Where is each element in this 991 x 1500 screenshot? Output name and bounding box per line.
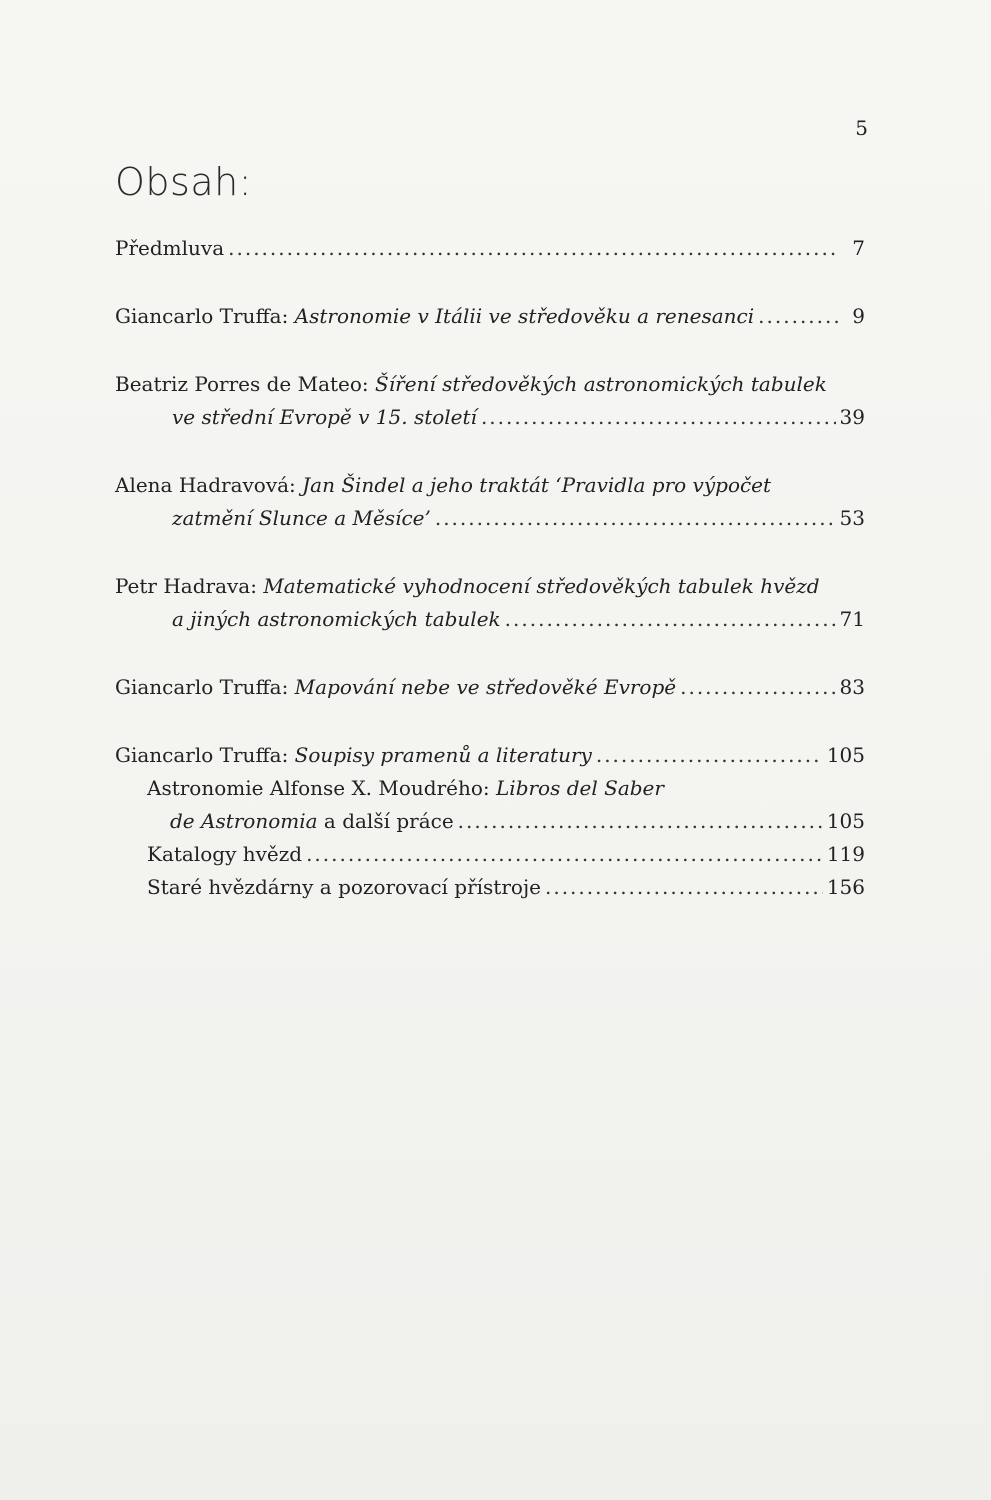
- table-of-contents: [115, 232, 865, 904]
- toc-subentry-alfonse: [115, 772, 865, 838]
- toc-entry-author: Petr Hadrava:: [115, 574, 264, 598]
- toc-page-ref: 53: [839, 506, 865, 530]
- toc-page-ref: 9: [852, 304, 865, 328]
- leader-dots: [758, 300, 839, 333]
- toc-entry-title: Jan Šindel a jeho traktát ‘Pravidla pro výpočet: [302, 473, 772, 497]
- toc-entry-title: Astronomie v Itálii ve středověku a renesanci: [294, 304, 755, 328]
- toc-entry-truffa-soupisy: [115, 739, 865, 904]
- toc-page-ref: 156: [826, 875, 865, 899]
- leader-dots: [680, 671, 835, 704]
- toc-entry-author: Alena Hadravová:: [115, 473, 303, 497]
- toc-subentry-title: Libros del Saber: [496, 776, 664, 800]
- toc-subentry-text: Staré hvězdárny a pozorovací přístroje: [147, 875, 541, 899]
- toc-page-ref: 7: [852, 236, 865, 260]
- toc-subentry-text: Astronomie Alfonse X. Moudrého:: [147, 776, 497, 800]
- toc-entry-title: Matematické vyhodnocení středověkých tabulek hvězd: [263, 574, 820, 598]
- toc-entry-porres: [115, 368, 865, 434]
- toc-subentry-katalogy: [115, 838, 865, 871]
- toc-entry-title: Předmluva: [115, 236, 225, 260]
- toc-entry-truffa-mapovani: [115, 671, 865, 704]
- toc-entry-title: Mapování nebe ve středověké Evropě: [294, 675, 677, 699]
- toc-entry-title: Šíření středověkých astronomických tabulek: [375, 372, 827, 396]
- leader-dots: [228, 232, 839, 265]
- toc-entry-title-cont: zatmění Slunce a Měsíce’: [172, 506, 431, 530]
- leader-dots: [545, 871, 823, 904]
- toc-subentry-text: Katalogy hvězd: [147, 842, 303, 866]
- toc-entry-hadravova: [115, 469, 865, 535]
- toc-page-ref: 119: [826, 842, 865, 866]
- toc-entry-author: Giancarlo Truffa:: [115, 304, 295, 328]
- toc-entry-author: Giancarlo Truffa:: [115, 743, 295, 767]
- toc-entry-author: Beatriz Porres de Mateo:: [115, 372, 376, 396]
- toc-entry-predmluva: [115, 232, 865, 265]
- page-title: Obsah:: [115, 160, 253, 204]
- toc-subentry-title-cont: de Astronomia: [170, 809, 318, 833]
- leader-dots: [458, 805, 823, 838]
- leader-dots: [306, 838, 823, 871]
- page-number: 5: [855, 116, 868, 140]
- toc-page-ref: 71: [839, 607, 865, 631]
- toc-entry-truffa-italie: [115, 300, 865, 333]
- toc-entry-title: Soupisy pramenů a literatury: [294, 743, 592, 767]
- toc-entry-title-cont: ve střední Evropě v 15. století: [172, 405, 477, 429]
- toc-subentry-text-cont: a další práce: [317, 809, 454, 833]
- toc-page-ref: 83: [839, 675, 865, 699]
- toc-entry-hadrava: [115, 570, 865, 636]
- leader-dots: [505, 603, 836, 636]
- toc-page-ref: 39: [839, 405, 865, 429]
- leader-dots: [596, 739, 823, 772]
- leader-dots: [435, 502, 836, 535]
- toc-page-ref: 105: [826, 809, 865, 833]
- leader-dots: [481, 401, 836, 434]
- toc-entry-title-cont: a jiných astronomických tabulek: [172, 607, 501, 631]
- toc-entry-author: Giancarlo Truffa:: [115, 675, 295, 699]
- toc-subentry-hvezdarny: [115, 871, 865, 904]
- toc-page-ref: 105: [826, 743, 865, 767]
